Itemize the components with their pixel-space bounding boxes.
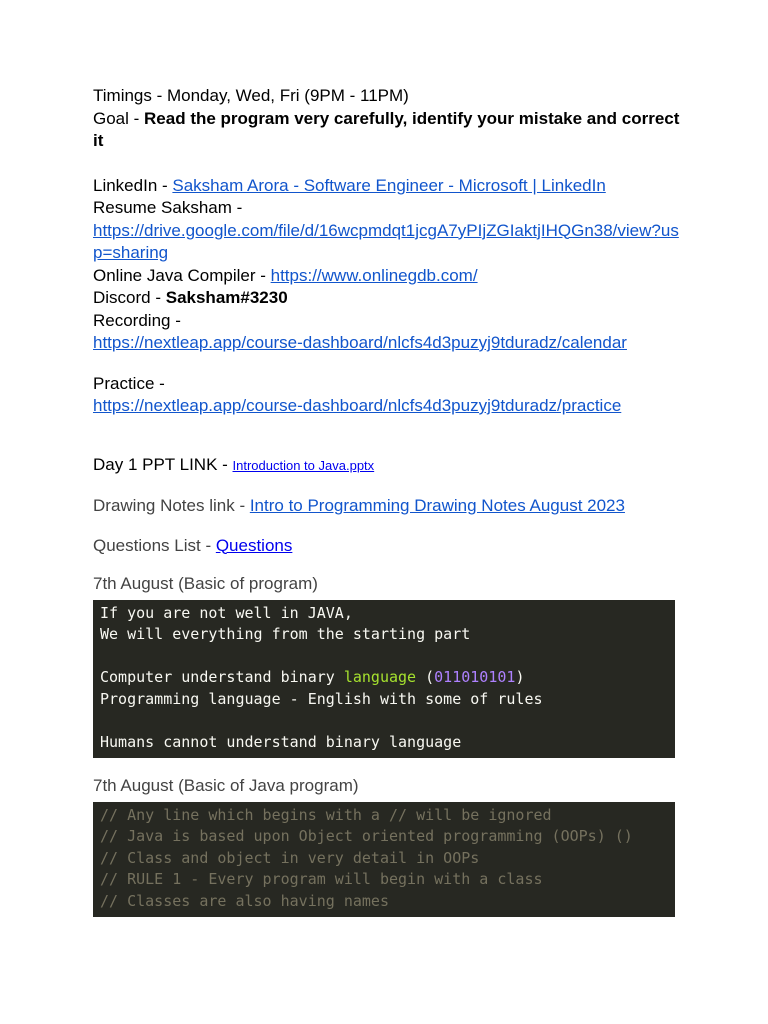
compiler-link[interactable]: https://www.onlinegdb.com/ bbox=[270, 265, 478, 285]
practice-line bbox=[93, 373, 683, 396]
code-line bbox=[100, 667, 668, 689]
goal-text: Read the program very carefully, identify your mistake and correct it bbox=[93, 108, 680, 150]
resume-line bbox=[93, 197, 683, 220]
discord-handle: Saksham#3230 bbox=[165, 288, 288, 307]
goal-line bbox=[93, 108, 683, 153]
code-comment-line: // Classes are also having names bbox=[100, 891, 389, 910]
recording-link[interactable]: https://nextleap.app/course-dashboard/nlcfs4d3puzyj9tduradz/calendar bbox=[93, 333, 627, 352]
spacer bbox=[93, 557, 683, 573]
code-line: Humans cannot understand binary language bbox=[100, 732, 462, 751]
code-token: Computer understand binary bbox=[100, 668, 344, 686]
code-line: Programming language - English with some of rules bbox=[100, 689, 543, 708]
goal-prefix: Goal - bbox=[93, 108, 145, 128]
drawing-notes-link[interactable]: Intro to Programming Drawing Notes August 2023 bbox=[249, 496, 625, 515]
spacer bbox=[93, 355, 683, 373]
linkedin-link[interactable]: Saksham Arora - Software Engineer - Microsoft | LinkedIn bbox=[172, 175, 606, 195]
questions-prefix: Questions List - bbox=[93, 535, 216, 555]
practice-link-line bbox=[93, 395, 683, 418]
resume-link[interactable]: https://drive.google.com/file/d/16wcpmdqt1jcgA7yPIjZGIaktjIHQGn38/view?usp=sharing bbox=[93, 220, 679, 262]
spacer bbox=[93, 518, 683, 535]
code-keyword: language bbox=[343, 668, 417, 686]
code-token: ) bbox=[515, 668, 525, 686]
code-block-1 bbox=[93, 600, 675, 759]
code-line: If you are not well in JAVA, bbox=[100, 603, 353, 622]
spacer bbox=[93, 477, 683, 495]
code-block-2 bbox=[93, 802, 675, 918]
code-comment-line: // RULE 1 - Every program will begin with a class bbox=[100, 870, 543, 888]
practice-link[interactable]: https://nextleap.app/course-dashboard/nlcfs4d3puzyj9tduradz/practice bbox=[93, 396, 622, 415]
drawing-notes-line bbox=[93, 495, 683, 518]
ppt-prefix: Day 1 PPT LINK - bbox=[93, 454, 233, 474]
code-number: 011010101 bbox=[434, 668, 516, 686]
code-line: We will everything from the starting part bbox=[100, 625, 471, 643]
section2-heading: 7th August (Basic of Java program) bbox=[93, 776, 359, 795]
linkedin-line bbox=[93, 175, 683, 198]
timings-line: Timings - Monday, Wed, Fri (9PM - 11PM) bbox=[93, 86, 409, 105]
spacer bbox=[93, 758, 683, 775]
spacer bbox=[93, 418, 683, 454]
recording-prefix: Recording - bbox=[93, 310, 181, 330]
recording-link-line bbox=[93, 332, 683, 355]
document-page bbox=[93, 85, 683, 917]
code-comment-line: // Any line which begins with a // will be ignored bbox=[100, 805, 552, 824]
discord-line bbox=[93, 287, 683, 310]
questions-link[interactable]: Questions bbox=[215, 535, 293, 555]
code-line-empty bbox=[100, 710, 668, 732]
spacer bbox=[93, 153, 683, 175]
code-comment-line: // Class and object in very detail in OOPs bbox=[100, 848, 480, 867]
questions-line bbox=[93, 535, 683, 558]
practice-prefix: Practice - bbox=[93, 373, 165, 393]
ppt-line bbox=[93, 454, 683, 478]
linkedin-prefix: LinkedIn - bbox=[93, 175, 173, 195]
section1-heading: 7th August (Basic of program) bbox=[93, 574, 318, 593]
code-token: ( bbox=[416, 668, 435, 686]
code-line-empty bbox=[100, 646, 668, 668]
drawing-notes-prefix: Drawing Notes link - bbox=[93, 496, 250, 515]
resume-link-line bbox=[93, 220, 683, 265]
recording-line bbox=[93, 310, 683, 333]
compiler-line bbox=[93, 265, 683, 288]
resume-prefix: Resume Saksham - bbox=[93, 198, 243, 217]
code-comment-line: // Java is based upon Object oriented programming (OOPs) () bbox=[100, 827, 633, 845]
compiler-prefix: Online Java Compiler - bbox=[93, 265, 271, 285]
discord-prefix: Discord - bbox=[93, 288, 166, 307]
ppt-link[interactable]: Introduction to Java.pptx bbox=[232, 457, 375, 473]
